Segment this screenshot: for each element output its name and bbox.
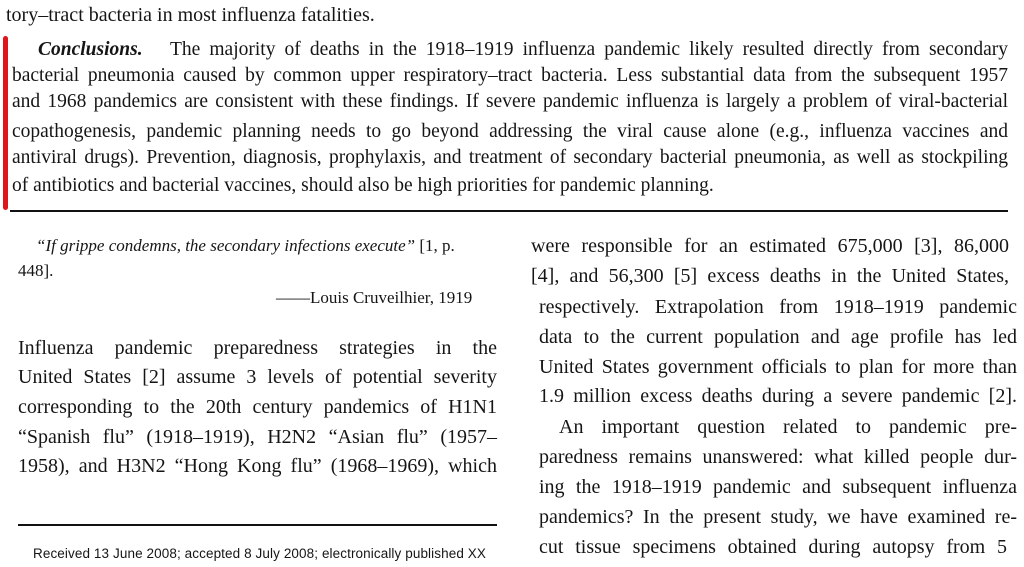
conclusions-line: copathogenesis, pandemic planning needs to go beyond addressing the viral cause alone (e.g., influenza vaccines and (12, 121, 1008, 142)
body-line: ing the 1918–1919 pandemic and subsequent influenza (539, 476, 1017, 498)
epigraph-quote: “If grippe condemns, the secondary infections execute” (36, 236, 416, 255)
conclusions-line: bacterial pneumonia caused by common upper respiratory–tract bacteria. Less substantial data from the subsequent 1957 (12, 65, 1008, 86)
body-line: were responsible for an estimated 675,000 [3], 86,000 (531, 235, 1009, 257)
conclusions-line: of antibiotics and bacterial vaccines, should also be high priorities for pandemic planning. (12, 175, 714, 196)
body-line: [4], and 56,300 [5] excess deaths in the United States, (531, 265, 1009, 287)
body-line: cut tissue specimens obtained during autopsy from 5 (539, 536, 1007, 558)
epigraph-citation-cont: 448]. (18, 261, 54, 280)
epigraph-citation: [1, p. (419, 236, 455, 255)
red-highlight-mark (3, 36, 8, 210)
body-line: Influenza pandemic preparedness strategies in the (18, 337, 497, 359)
body-line: pandemics? In the present study, we have examined re- (539, 506, 1017, 528)
epigraph-attribution: ——Louis Cruveilhier, 1919 (276, 288, 473, 307)
conclusions-line: and 1968 pandemics are consistent with these findings. If severe pandemic influenza is largely a problem of viral-bacterial (12, 91, 1008, 112)
body-line: corresponding to the 20th century pandemics of H1N1 (18, 396, 497, 418)
epigraph-quote-line (36, 234, 455, 258)
body-line: An important question related to pandemic pre- (559, 416, 1017, 438)
top-fragment-text: tory–tract bacteria in most influenza fatalities. (6, 4, 375, 26)
footnote-divider (18, 524, 497, 526)
body-line: United States government officials to plan for more than (539, 356, 1017, 378)
body-line: data to the current population and age profile has led (539, 326, 1017, 348)
body-line: “Spanish flu” (1918–1919), H2N2 “Asian flu” (1957– (18, 426, 497, 448)
conclusions-line: The majority of deaths in the 1918–1919 influenza pandemic likely resulted directly from secondary (170, 39, 1008, 60)
conclusions-heading (38, 38, 143, 62)
body-line: 1.9 million excess deaths during a severe pandemic [2]. (539, 385, 1017, 407)
conclusions-heading-label: Conclusions. (38, 39, 143, 60)
body-line: respectively. Extrapolation from 1918–1919 pandemic (539, 296, 1017, 318)
received-dates-note: Received 13 June 2008; accepted 8 July 2008; electronically published XX (33, 546, 486, 561)
body-line: United States [2] assume 3 levels of potential severity (18, 366, 497, 388)
conclusions-line: antiviral drugs). Prevention, diagnosis, prophylaxis, and treatment of secondary bacterial pneumonia, as well as stockpiling (12, 147, 1008, 168)
body-line: 1958), and H3N2 “Hong Kong flu” (1968–1969), which (18, 455, 497, 477)
section-divider (10, 210, 1008, 212)
body-line: paredness remains unanswered: what killed people dur- (539, 446, 1017, 468)
